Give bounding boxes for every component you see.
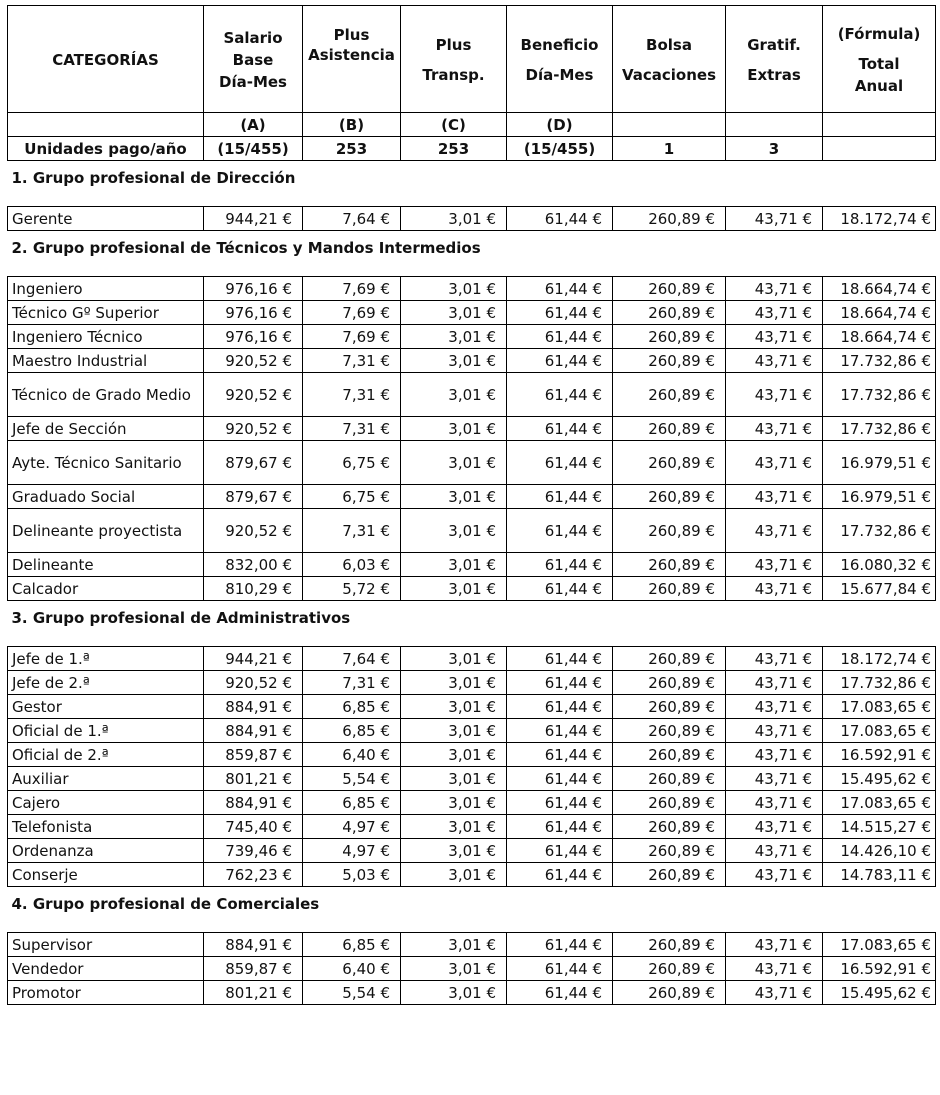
plus-transp-cell: 3,01 € <box>401 695 507 719</box>
table-row <box>8 485 936 509</box>
plus-asistencia-cell: 5,54 € <box>303 767 401 791</box>
group-title: 1. Grupo profesional de Dirección <box>11 169 296 187</box>
table-row <box>8 695 936 719</box>
gratif-extras-cell: 43,71 € <box>726 743 823 767</box>
category-name: Técnico Gº Superior <box>8 301 204 325</box>
table-row <box>8 839 936 863</box>
header-text: Vacaciones <box>621 66 717 84</box>
plus-asistencia-cell: 5,72 € <box>303 577 401 601</box>
bolsa-vacaciones-cell: 260,89 € <box>613 815 726 839</box>
total-anual-cell: 15.677,84 € <box>823 577 936 601</box>
gratif-extras-cell: 43,71 € <box>726 325 823 349</box>
plus-asistencia-cell: 7,69 € <box>303 277 401 301</box>
total-anual-cell: 17.732,86 € <box>823 373 936 417</box>
table-row <box>8 301 936 325</box>
header-text: Plus <box>333 26 370 44</box>
category-name: Ingeniero <box>8 277 204 301</box>
gratif-extras-cell: 43,71 € <box>726 301 823 325</box>
beneficio-cell: 61,44 € <box>507 373 613 417</box>
group-heading-row <box>8 231 936 277</box>
table-row <box>8 647 936 671</box>
bolsa-vacaciones-cell: 260,89 € <box>613 417 726 441</box>
plus-transp-cell: 3,01 € <box>401 791 507 815</box>
plus-asistencia-cell: 6,75 € <box>303 485 401 509</box>
bolsa-vacaciones-cell: 260,89 € <box>613 301 726 325</box>
header-text: Gratif. <box>747 36 801 54</box>
table-row <box>8 349 936 373</box>
salario-base-cell: 884,91 € <box>204 933 303 957</box>
bolsa-vacaciones-cell: 260,89 € <box>613 743 726 767</box>
bolsa-vacaciones-cell: 260,89 € <box>613 981 726 1005</box>
total-anual-cell: 17.083,65 € <box>823 933 936 957</box>
salario-base-cell: 801,21 € <box>204 767 303 791</box>
category-name: Jefe de 1.ª <box>8 647 204 671</box>
gratif-extras-cell: 43,71 € <box>726 719 823 743</box>
category-name: Graduado Social <box>8 485 204 509</box>
bolsa-vacaciones-cell: 260,89 € <box>613 957 726 981</box>
plus-transp-cell: 3,01 € <box>401 301 507 325</box>
header-text: Extras <box>747 66 801 84</box>
group-title: 4. Grupo profesional de Comerciales <box>11 895 320 913</box>
units-cell: (15/455) <box>204 137 303 161</box>
formula-letters-row <box>8 113 936 137</box>
total-anual-cell: 15.495,62 € <box>823 767 936 791</box>
header-beneficio <box>507 6 613 113</box>
header-bolsa-vacaciones <box>613 6 726 113</box>
units-row <box>8 137 936 161</box>
salario-base-cell: 976,16 € <box>204 301 303 325</box>
category-name: Promotor <box>8 981 204 1005</box>
category-name: Delineante <box>8 553 204 577</box>
beneficio-cell: 61,44 € <box>507 839 613 863</box>
header-text: Plus <box>435 36 472 54</box>
plus-asistencia-cell: 6,75 € <box>303 441 401 485</box>
beneficio-cell: 61,44 € <box>507 277 613 301</box>
total-anual-cell: 15.495,62 € <box>823 981 936 1005</box>
header-text: Día-Mes <box>525 66 594 84</box>
gratif-extras-cell: 43,71 € <box>726 791 823 815</box>
beneficio-cell: 61,44 € <box>507 791 613 815</box>
salario-base-cell: 859,87 € <box>204 957 303 981</box>
category-name: Técnico de Grado Medio <box>8 373 204 417</box>
letter-cell <box>613 113 726 137</box>
units-cell: 1 <box>613 137 726 161</box>
group-heading-row <box>8 887 936 933</box>
salario-base-cell: 944,21 € <box>204 207 303 231</box>
gratif-extras-cell: 43,71 € <box>726 485 823 509</box>
category-name: Jefe de Sección <box>8 417 204 441</box>
total-anual-cell: 16.592,91 € <box>823 743 936 767</box>
plus-asistencia-cell: 6,85 € <box>303 933 401 957</box>
total-anual-cell: 17.732,86 € <box>823 349 936 373</box>
beneficio-cell: 61,44 € <box>507 349 613 373</box>
bolsa-vacaciones-cell: 260,89 € <box>613 647 726 671</box>
bolsa-vacaciones-cell: 260,89 € <box>613 791 726 815</box>
beneficio-cell: 61,44 € <box>507 863 613 887</box>
category-name: Oficial de 2.ª <box>8 743 204 767</box>
total-anual-cell: 14.783,11 € <box>823 863 936 887</box>
category-name: Auxiliar <box>8 767 204 791</box>
salario-base-cell: 920,52 € <box>204 671 303 695</box>
plus-asistencia-cell: 7,64 € <box>303 207 401 231</box>
beneficio-cell: 61,44 € <box>507 325 613 349</box>
gratif-extras-cell: 43,71 € <box>726 957 823 981</box>
total-anual-cell: 14.515,27 € <box>823 815 936 839</box>
total-anual-cell: 17.083,65 € <box>823 695 936 719</box>
category-name: Calcador <box>8 577 204 601</box>
table-row <box>8 981 936 1005</box>
total-anual-cell: 18.172,74 € <box>823 647 936 671</box>
header-text: Beneficio <box>520 36 599 54</box>
gratif-extras-cell: 43,71 € <box>726 815 823 839</box>
beneficio-cell: 61,44 € <box>507 815 613 839</box>
gratif-extras-cell: 43,71 € <box>726 417 823 441</box>
header-text: Total <box>858 55 900 73</box>
salario-base-cell: 739,46 € <box>204 839 303 863</box>
gratif-extras-cell: 43,71 € <box>726 509 823 553</box>
table-row <box>8 509 936 553</box>
gratif-extras-cell: 43,71 € <box>726 441 823 485</box>
table-row <box>8 743 936 767</box>
bolsa-vacaciones-cell: 260,89 € <box>613 863 726 887</box>
units-cell: 3 <box>726 137 823 161</box>
category-name: Ayte. Técnico Sanitario <box>8 441 204 485</box>
bolsa-vacaciones-cell: 260,89 € <box>613 509 726 553</box>
salary-table-page <box>7 5 935 1005</box>
beneficio-cell: 61,44 € <box>507 647 613 671</box>
plus-asistencia-cell: 6,85 € <box>303 791 401 815</box>
letter-cell: (D) <box>507 113 613 137</box>
bolsa-vacaciones-cell: 260,89 € <box>613 277 726 301</box>
plus-asistencia-cell: 7,31 € <box>303 373 401 417</box>
beneficio-cell: 61,44 € <box>507 695 613 719</box>
salario-base-cell: 920,52 € <box>204 349 303 373</box>
gratif-extras-cell: 43,71 € <box>726 839 823 863</box>
category-name: Maestro Industrial <box>8 349 204 373</box>
salario-base-cell: 884,91 € <box>204 695 303 719</box>
total-anual-cell: 16.979,51 € <box>823 485 936 509</box>
group-title: 2. Grupo profesional de Técnicos y Mandos Intermedios <box>11 239 481 257</box>
header-text: Día-Mes <box>219 73 287 91</box>
bolsa-vacaciones-cell: 260,89 € <box>613 441 726 485</box>
table-row <box>8 207 936 231</box>
salario-base-cell: 859,87 € <box>204 743 303 767</box>
plus-asistencia-cell: 4,97 € <box>303 839 401 863</box>
beneficio-cell: 61,44 € <box>507 957 613 981</box>
salario-base-cell: 801,21 € <box>204 981 303 1005</box>
header-text: Transp. <box>422 66 485 84</box>
gratif-extras-cell: 43,71 € <box>726 981 823 1005</box>
salario-base-cell: 879,67 € <box>204 485 303 509</box>
plus-asistencia-cell: 7,64 € <box>303 647 401 671</box>
letter-cell: (B) <box>303 113 401 137</box>
total-anual-cell: 16.080,32 € <box>823 553 936 577</box>
header-text: Base <box>232 51 274 69</box>
table-row <box>8 553 936 577</box>
salario-base-cell: 879,67 € <box>204 441 303 485</box>
bolsa-vacaciones-cell: 260,89 € <box>613 671 726 695</box>
beneficio-cell: 61,44 € <box>507 671 613 695</box>
gratif-extras-cell: 43,71 € <box>726 349 823 373</box>
total-anual-cell: 17.732,86 € <box>823 509 936 553</box>
salario-base-cell: 976,16 € <box>204 325 303 349</box>
letter-cell <box>726 113 823 137</box>
beneficio-cell: 61,44 € <box>507 301 613 325</box>
beneficio-cell: 61,44 € <box>507 207 613 231</box>
salario-base-cell: 976,16 € <box>204 277 303 301</box>
table-row <box>8 957 936 981</box>
bolsa-vacaciones-cell: 260,89 € <box>613 719 726 743</box>
plus-asistencia-cell: 4,97 € <box>303 815 401 839</box>
header-text: Salario <box>223 29 283 47</box>
header-plus-asistencia <box>303 6 401 113</box>
salario-base-cell: 810,29 € <box>204 577 303 601</box>
letter-cell <box>823 113 936 137</box>
plus-transp-cell: 3,01 € <box>401 863 507 887</box>
bolsa-vacaciones-cell: 260,89 € <box>613 373 726 417</box>
units-cell: (15/455) <box>507 137 613 161</box>
category-name: Vendedor <box>8 957 204 981</box>
header-gratif-extras <box>726 6 823 113</box>
plus-transp-cell: 3,01 € <box>401 957 507 981</box>
table-row <box>8 417 936 441</box>
plus-transp-cell: 3,01 € <box>401 743 507 767</box>
beneficio-cell: 61,44 € <box>507 719 613 743</box>
plus-transp-cell: 3,01 € <box>401 839 507 863</box>
plus-asistencia-cell: 7,31 € <box>303 417 401 441</box>
gratif-extras-cell: 43,71 € <box>726 695 823 719</box>
table-row <box>8 373 936 417</box>
header-categorias: CATEGORÍAS <box>8 6 204 113</box>
plus-transp-cell: 3,01 € <box>401 933 507 957</box>
beneficio-cell: 61,44 € <box>507 441 613 485</box>
total-anual-cell: 16.979,51 € <box>823 441 936 485</box>
table-row <box>8 933 936 957</box>
table-row <box>8 577 936 601</box>
salario-base-cell: 920,52 € <box>204 417 303 441</box>
bolsa-vacaciones-cell: 260,89 € <box>613 553 726 577</box>
category-name: Gestor <box>8 695 204 719</box>
salario-base-cell: 832,00 € <box>204 553 303 577</box>
table-row <box>8 791 936 815</box>
total-anual-cell: 17.732,86 € <box>823 417 936 441</box>
header-row <box>8 6 936 113</box>
table-row <box>8 277 936 301</box>
bolsa-vacaciones-cell: 260,89 € <box>613 325 726 349</box>
total-anual-cell: 18.664,74 € <box>823 301 936 325</box>
category-name: Jefe de 2.ª <box>8 671 204 695</box>
plus-asistencia-cell: 5,03 € <box>303 863 401 887</box>
header-text: Bolsa <box>646 36 692 54</box>
total-anual-cell: 14.426,10 € <box>823 839 936 863</box>
bolsa-vacaciones-cell: 260,89 € <box>613 349 726 373</box>
plus-transp-cell: 3,01 € <box>401 509 507 553</box>
beneficio-cell: 61,44 € <box>507 553 613 577</box>
letter-cell: (A) <box>204 113 303 137</box>
plus-transp-cell: 3,01 € <box>401 671 507 695</box>
beneficio-cell: 61,44 € <box>507 743 613 767</box>
plus-transp-cell: 3,01 € <box>401 767 507 791</box>
plus-transp-cell: 3,01 € <box>401 325 507 349</box>
letter-cell: (C) <box>401 113 507 137</box>
plus-asistencia-cell: 7,31 € <box>303 349 401 373</box>
header-plus-transp <box>401 6 507 113</box>
plus-transp-cell: 3,01 € <box>401 349 507 373</box>
header-salario-base <box>204 6 303 113</box>
header-text: Anual <box>854 77 904 95</box>
bolsa-vacaciones-cell: 260,89 € <box>613 207 726 231</box>
table-row <box>8 441 936 485</box>
plus-asistencia-cell: 6,03 € <box>303 553 401 577</box>
plus-transp-cell: 3,01 € <box>401 373 507 417</box>
category-name: Ordenanza <box>8 839 204 863</box>
table-row <box>8 325 936 349</box>
category-name: Oficial de 1.ª <box>8 719 204 743</box>
plus-transp-cell: 3,01 € <box>401 553 507 577</box>
category-name: Delineante proyectista <box>8 509 204 553</box>
gratif-extras-cell: 43,71 € <box>726 577 823 601</box>
plus-asistencia-cell: 6,85 € <box>303 719 401 743</box>
table-row <box>8 671 936 695</box>
units-cell: 253 <box>401 137 507 161</box>
plus-transp-cell: 3,01 € <box>401 207 507 231</box>
plus-transp-cell: 3,01 € <box>401 815 507 839</box>
beneficio-cell: 61,44 € <box>507 577 613 601</box>
total-anual-cell: 17.083,65 € <box>823 719 936 743</box>
letter-cell <box>8 113 204 137</box>
plus-transp-cell: 3,01 € <box>401 577 507 601</box>
plus-transp-cell: 3,01 € <box>401 647 507 671</box>
salario-base-cell: 884,91 € <box>204 791 303 815</box>
gratif-extras-cell: 43,71 € <box>726 277 823 301</box>
bolsa-vacaciones-cell: 260,89 € <box>613 577 726 601</box>
group-heading-row <box>8 161 936 207</box>
total-anual-cell: 16.592,91 € <box>823 957 936 981</box>
gratif-extras-cell: 43,71 € <box>726 647 823 671</box>
plus-transp-cell: 3,01 € <box>401 719 507 743</box>
plus-transp-cell: 3,01 € <box>401 981 507 1005</box>
beneficio-cell: 61,44 € <box>507 933 613 957</box>
plus-asistencia-cell: 6,85 € <box>303 695 401 719</box>
beneficio-cell: 61,44 € <box>507 485 613 509</box>
bolsa-vacaciones-cell: 260,89 € <box>613 767 726 791</box>
gratif-extras-cell: 43,71 € <box>726 553 823 577</box>
category-name: Gerente <box>8 207 204 231</box>
salario-base-cell: 745,40 € <box>204 815 303 839</box>
header-total-anual <box>823 6 936 113</box>
plus-asistencia-cell: 7,69 € <box>303 325 401 349</box>
table-row <box>8 767 936 791</box>
beneficio-cell: 61,44 € <box>507 509 613 553</box>
salario-base-cell: 920,52 € <box>204 373 303 417</box>
table-row <box>8 719 936 743</box>
category-name: Conserje <box>8 863 204 887</box>
units-cell <box>823 137 936 161</box>
plus-asistencia-cell: 5,54 € <box>303 981 401 1005</box>
group-title: 3. Grupo profesional de Administrativos <box>11 609 351 627</box>
bolsa-vacaciones-cell: 260,89 € <box>613 485 726 509</box>
category-name: Ingeniero Técnico <box>8 325 204 349</box>
category-name: Telefonista <box>8 815 204 839</box>
plus-asistencia-cell: 6,40 € <box>303 957 401 981</box>
plus-asistencia-cell: 7,31 € <box>303 509 401 553</box>
bolsa-vacaciones-cell: 260,89 € <box>613 933 726 957</box>
total-anual-cell: 18.664,74 € <box>823 325 936 349</box>
table-row <box>8 863 936 887</box>
group-heading-row <box>8 601 936 647</box>
total-anual-cell: 17.732,86 € <box>823 671 936 695</box>
units-cell: 253 <box>303 137 401 161</box>
plus-asistencia-cell: 7,31 € <box>303 671 401 695</box>
header-text: Asistencia <box>308 46 395 64</box>
gratif-extras-cell: 43,71 € <box>726 207 823 231</box>
bolsa-vacaciones-cell: 260,89 € <box>613 695 726 719</box>
salario-base-cell: 884,91 € <box>204 719 303 743</box>
header-text: (Fórmula) <box>837 25 921 43</box>
salario-base-cell: 944,21 € <box>204 647 303 671</box>
gratif-extras-cell: 43,71 € <box>726 373 823 417</box>
plus-transp-cell: 3,01 € <box>401 417 507 441</box>
gratif-extras-cell: 43,71 € <box>726 671 823 695</box>
table-row <box>8 815 936 839</box>
salario-base-cell: 920,52 € <box>204 509 303 553</box>
salario-base-cell: 762,23 € <box>204 863 303 887</box>
beneficio-cell: 61,44 € <box>507 981 613 1005</box>
plus-asistencia-cell: 6,40 € <box>303 743 401 767</box>
units-label: Unidades pago/año <box>8 137 204 161</box>
beneficio-cell: 61,44 € <box>507 417 613 441</box>
plus-transp-cell: 3,01 € <box>401 441 507 485</box>
category-name: Supervisor <box>8 933 204 957</box>
plus-transp-cell: 3,01 € <box>401 485 507 509</box>
total-anual-cell: 18.664,74 € <box>823 277 936 301</box>
gratif-extras-cell: 43,71 € <box>726 933 823 957</box>
total-anual-cell: 18.172,74 € <box>823 207 936 231</box>
total-anual-cell: 17.083,65 € <box>823 791 936 815</box>
gratif-extras-cell: 43,71 € <box>726 863 823 887</box>
plus-transp-cell: 3,01 € <box>401 277 507 301</box>
salary-table <box>7 5 936 1005</box>
plus-asistencia-cell: 7,69 € <box>303 301 401 325</box>
category-name: Cajero <box>8 791 204 815</box>
beneficio-cell: 61,44 € <box>507 767 613 791</box>
gratif-extras-cell: 43,71 € <box>726 767 823 791</box>
bolsa-vacaciones-cell: 260,89 € <box>613 839 726 863</box>
